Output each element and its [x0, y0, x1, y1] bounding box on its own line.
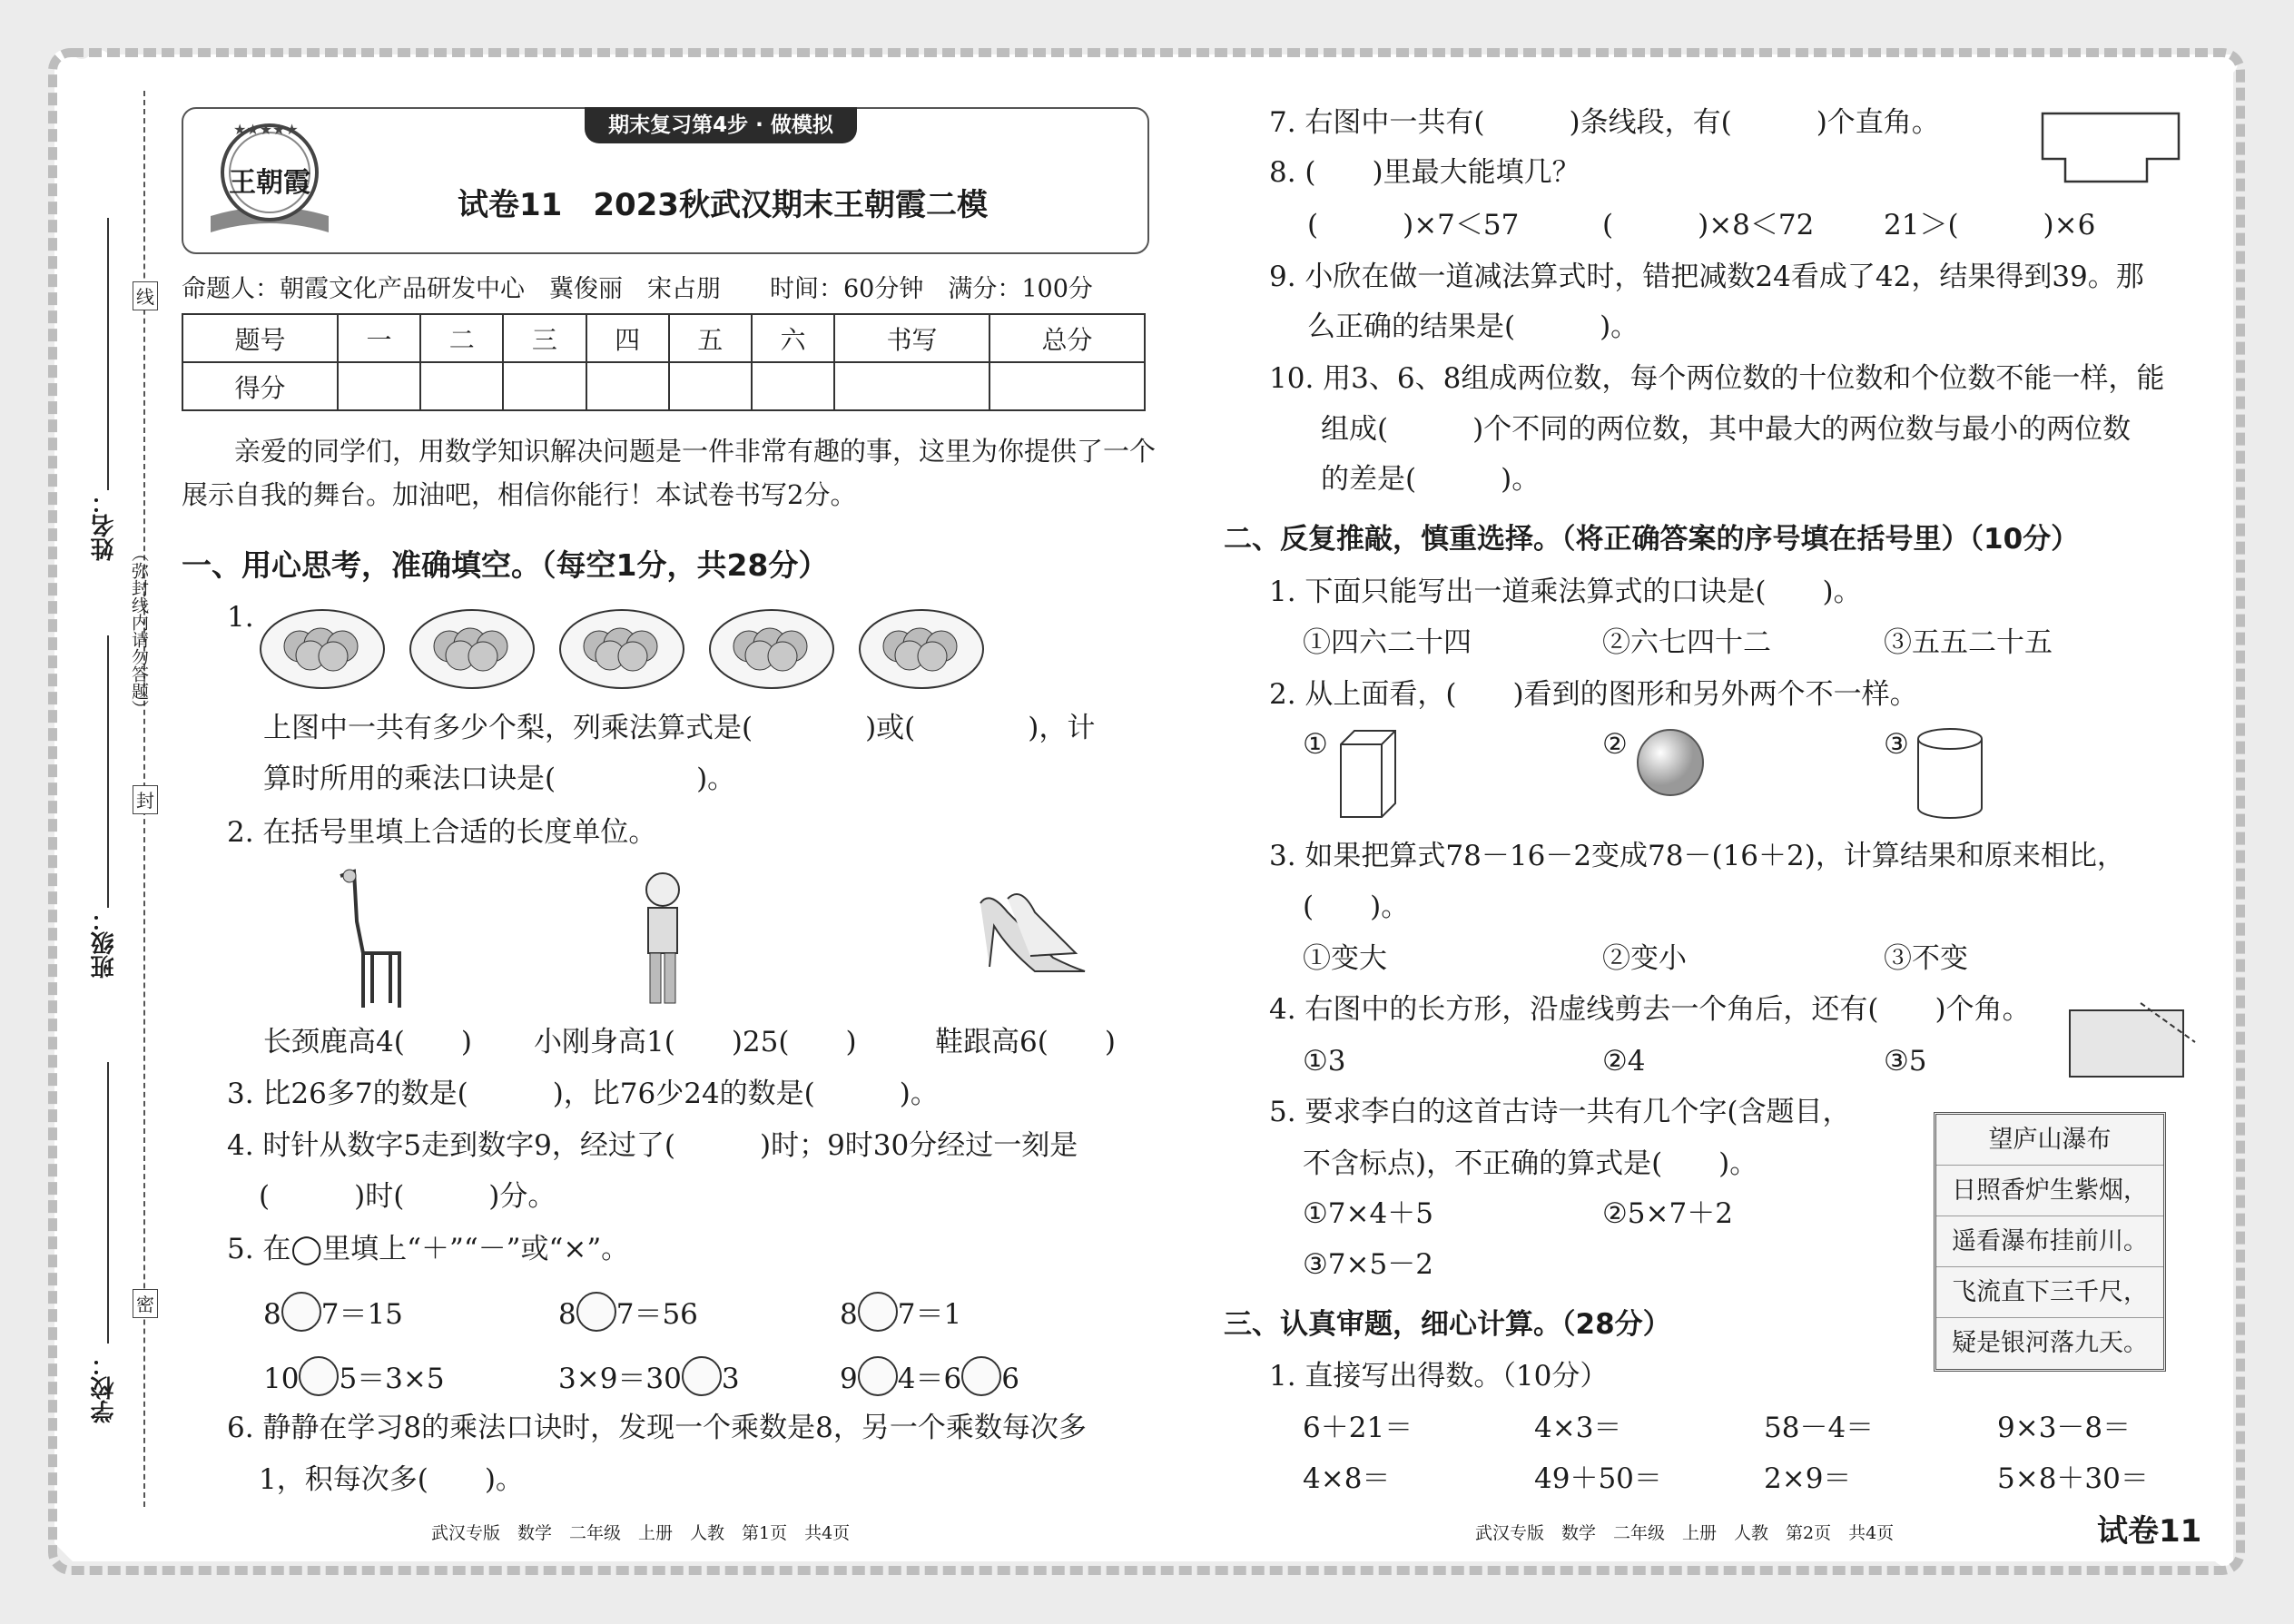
paper-number-badge: 试卷11	[2097, 1513, 2202, 1550]
step-tag: 期末复习第4步 · 做模拟	[585, 107, 857, 143]
score-cell: 书写	[834, 314, 989, 362]
s2q3-option[interactable]: ③不变	[1884, 942, 1968, 975]
s2q2-text: 2. 从上面看，( )看到的图形和另外两个不一样。	[1269, 678, 1918, 711]
q8-text: 8. ( )里最大能填几？	[1269, 156, 1580, 189]
q9-line: 么正确的结果是( )。	[1307, 310, 1639, 343]
q1-number: 1.	[227, 601, 254, 634]
class-field-label: 班级：	[91, 908, 118, 979]
score-input[interactable]	[338, 362, 420, 410]
s2q5-option[interactable]: ①7×4＋5	[1303, 1197, 1433, 1230]
q2-text: 2. 在括号里填上合适的长度单位。	[227, 816, 657, 849]
score-cell: 五	[669, 314, 752, 362]
cut-label: 线	[133, 281, 158, 310]
q10-line: 组成( )个不同的两位数，其中最大的两位数与最小的两位数	[1321, 413, 2132, 446]
s2q5-option[interactable]: ②5×7＋2	[1602, 1197, 1733, 1230]
score-input[interactable]	[420, 362, 503, 410]
q4-line: ( )时( )分。	[259, 1180, 556, 1213]
q6-line: 1，积每次多( )。	[259, 1463, 524, 1496]
brand-logo	[202, 116, 338, 243]
cut-label: 密	[133, 1289, 158, 1318]
s2q5-line: 5. 要求李白的这首古诗一共有几个字(含题目，	[1269, 1096, 1851, 1128]
s2q3-option[interactable]: ②变小	[1602, 942, 1687, 975]
q2-answer-shoes: 鞋跟高6( )	[935, 1026, 1116, 1058]
pear-plates-image	[259, 599, 985, 699]
operator-blank[interactable]	[858, 1292, 898, 1332]
q5-item: 8 7＝56	[558, 1292, 698, 1332]
name-field-label: 姓名：	[91, 490, 118, 561]
s2q3-option[interactable]: ①变大	[1303, 942, 1387, 975]
score-input[interactable]	[586, 362, 669, 410]
pear-plate-icon	[261, 610, 384, 688]
score-cell: 四	[586, 314, 669, 362]
q1-line: 上图中一共有多少个梨，列乘法算式是( )或( )，计	[263, 712, 1096, 744]
score-input[interactable]	[503, 362, 586, 410]
cut-label: 封	[133, 785, 158, 814]
intro-line: 展示自我的舞台。加油吧，相信你能行！本试卷书写2分。	[182, 479, 857, 510]
exam-meta: 命题人：朝霞文化产品研发中心 冀俊丽 宋占朋 时间：60分钟 满分：100分	[182, 275, 1093, 303]
s2q1-option[interactable]: ②六七四十二	[1602, 626, 1771, 659]
school-field-line[interactable]	[107, 1062, 109, 1343]
q8-item: 21＞( )×6	[1884, 209, 2096, 241]
sphere-icon	[1634, 726, 1707, 799]
q7-figure	[2038, 109, 2183, 186]
cylinder-icon	[1914, 726, 1986, 822]
s2q4-option[interactable]: ①3	[1303, 1045, 1346, 1078]
q1-line: 算时所用的乘法口诀是( )。	[263, 763, 736, 795]
score-cell: 总分	[989, 314, 1145, 362]
q5-item: 9 4＝6 6	[840, 1356, 1019, 1396]
q5-item: 10 5＝3×5	[263, 1356, 445, 1396]
q4-line: 4. 时针从数字5走到数字9，经过了( )时；9时30分经过一刻是	[227, 1129, 1078, 1162]
score-header-row	[182, 314, 1145, 362]
score-input[interactable]	[669, 362, 752, 410]
name-field-line[interactable]	[107, 218, 109, 490]
poem-line: 飞流直下三千尺，	[1936, 1267, 2163, 1318]
svg-text:★★★★★: ★★★★★	[233, 121, 299, 138]
score-value-row	[182, 362, 1145, 410]
calc-item: 58－4＝	[1764, 1412, 1875, 1444]
q9-line: 9. 小欣在做一道减法算式时，错把减数24看成了42，结果得到39。那	[1269, 261, 2144, 293]
score-table	[182, 313, 1146, 411]
q5-text: 5. 在◯里填上“＋”“－”或“×”。	[227, 1233, 630, 1265]
calc-item: 2×9＝	[1764, 1462, 1852, 1495]
s2q2-option[interactable]: ③	[1884, 728, 1909, 761]
title-header	[182, 107, 1149, 254]
poem-line: 遥看瀑布挂前川。	[1936, 1216, 2163, 1267]
s2q5-line: 不含标点)，不正确的算式是( )。	[1303, 1147, 1758, 1180]
exam-title: 试卷11 2023秋武汉期末王朝霞二模	[458, 187, 988, 223]
boy-icon	[635, 867, 690, 1012]
s2q1-text: 1. 下面只能写出一道乘法算式的口诀是( )。	[1269, 576, 1862, 608]
score-input[interactable]	[989, 362, 1145, 410]
s2q4-option[interactable]: ③5	[1884, 1045, 1927, 1078]
q8-item: ( )×8＜72	[1602, 209, 1815, 241]
score-cell: 一	[338, 314, 420, 362]
operator-blank[interactable]	[576, 1292, 616, 1332]
score-cell: 得分	[182, 362, 338, 410]
notice-text: （弥封线内请勿答题）	[129, 545, 149, 717]
q5-item: 8 7＝15	[263, 1292, 403, 1332]
footer-left: 武汉专版 数学 二年级 上册 人教 第1页 共4页	[431, 1523, 851, 1543]
s2q5-option[interactable]: ③7×5－2	[1303, 1248, 1433, 1281]
s3q1-text: 1. 直接写出得数。（10分）	[1269, 1360, 1609, 1393]
operator-blank[interactable]	[299, 1356, 339, 1396]
q2-answer-boy: 小刚身高1( )25( )	[534, 1026, 857, 1058]
operator-blank[interactable]	[858, 1356, 898, 1396]
s2q3-line: 3. 如果把算式78－16－2变成78－(16＋2)，计算结果和原来相比，	[1269, 840, 2125, 872]
s2q2-option[interactable]: ②	[1602, 728, 1628, 761]
s2q4-text: 4. 右图中的长方形，沿虚线剪去一个角后，还有( )个角。	[1269, 993, 2031, 1026]
s2q2-option[interactable]: ①	[1303, 728, 1328, 761]
calc-item: 4×3＝	[1534, 1412, 1622, 1444]
giraffe-icon	[322, 867, 413, 1012]
s2q1-option[interactable]: ③五五二十五	[1884, 626, 2053, 659]
section-1-title: 一、用心思考，准确填空。（每空1分，共28分）	[182, 547, 829, 583]
score-cell: 三	[503, 314, 586, 362]
score-cell: 二	[420, 314, 503, 362]
q8-item: ( )×7＜57	[1307, 209, 1520, 241]
s2q4-option[interactable]: ②4	[1602, 1045, 1646, 1078]
rectangle-cut-figure	[2068, 1001, 2200, 1078]
operator-blank[interactable]	[281, 1292, 321, 1332]
calc-item: 49＋50＝	[1534, 1462, 1662, 1495]
poem-line: 疑是银河落九天。	[1952, 1329, 2148, 1357]
intro-line: 亲爱的同学们，用数学知识解决问题是一件非常有趣的事，这里为你提供了一个	[234, 436, 1157, 467]
high-heels-icon	[971, 885, 1098, 985]
score-cell: 六	[752, 314, 834, 362]
q7-text: 7. 右图中一共有( )条线段，有( )个直角。	[1269, 106, 1940, 139]
q3-text: 3. 比26多7的数是( )，比76少24的数是( )。	[227, 1078, 939, 1110]
q5-item: 3×9＝30 3	[558, 1356, 740, 1396]
section-3-title: 三、认真审题，细心计算。（28分）	[1224, 1308, 1671, 1341]
q2-answer-giraffe: 长颈鹿高4( )	[263, 1026, 472, 1058]
class-field-line[interactable]	[107, 635, 109, 908]
footer-right: 武汉专版 数学 二年级 上册 人教 第2页 共4页	[1475, 1523, 1895, 1543]
section-2-title: 二、反复推敲，慎重选择。（将正确答案的序号填在括号里）（10分）	[1224, 523, 2080, 556]
calc-item: 9×3－8＝	[1997, 1412, 2132, 1444]
q6-line: 6. 静静在学习8的乘法口诀时，发现一个乘数是8，另一个乘数每次多	[227, 1412, 1087, 1444]
s2q3-line: ( )。	[1303, 891, 1410, 923]
s2q1-option[interactable]: ①四六二十四	[1303, 626, 1472, 659]
operator-blank[interactable]	[682, 1356, 722, 1396]
score-input[interactable]	[752, 362, 834, 410]
calc-item: 4×8＝	[1303, 1462, 1391, 1495]
school-field-label: 学校：	[91, 1353, 118, 1423]
calc-item: 6＋21＝	[1303, 1412, 1413, 1444]
logo-text: 王朝霞	[229, 167, 310, 199]
poem-box	[1934, 1112, 2166, 1372]
calc-item: 5×8＋30＝	[1997, 1462, 2149, 1495]
q10-line: 10. 用3、6、8组成两位数，每个两位数的十位数和个位数不能一样，能	[1269, 362, 2165, 395]
q10-line: 的差是( )。	[1321, 463, 1541, 496]
q5-item: 8 7＝1	[840, 1292, 961, 1332]
operator-blank[interactable]	[961, 1356, 1001, 1396]
poem-title: 望庐山瀑布	[1936, 1115, 2163, 1166]
poem-line: 日照香炉生紫烟，	[1936, 1166, 2163, 1216]
score-cell: 题号	[182, 314, 338, 362]
cuboid-icon	[1336, 726, 1400, 822]
score-input[interactable]	[834, 362, 989, 410]
